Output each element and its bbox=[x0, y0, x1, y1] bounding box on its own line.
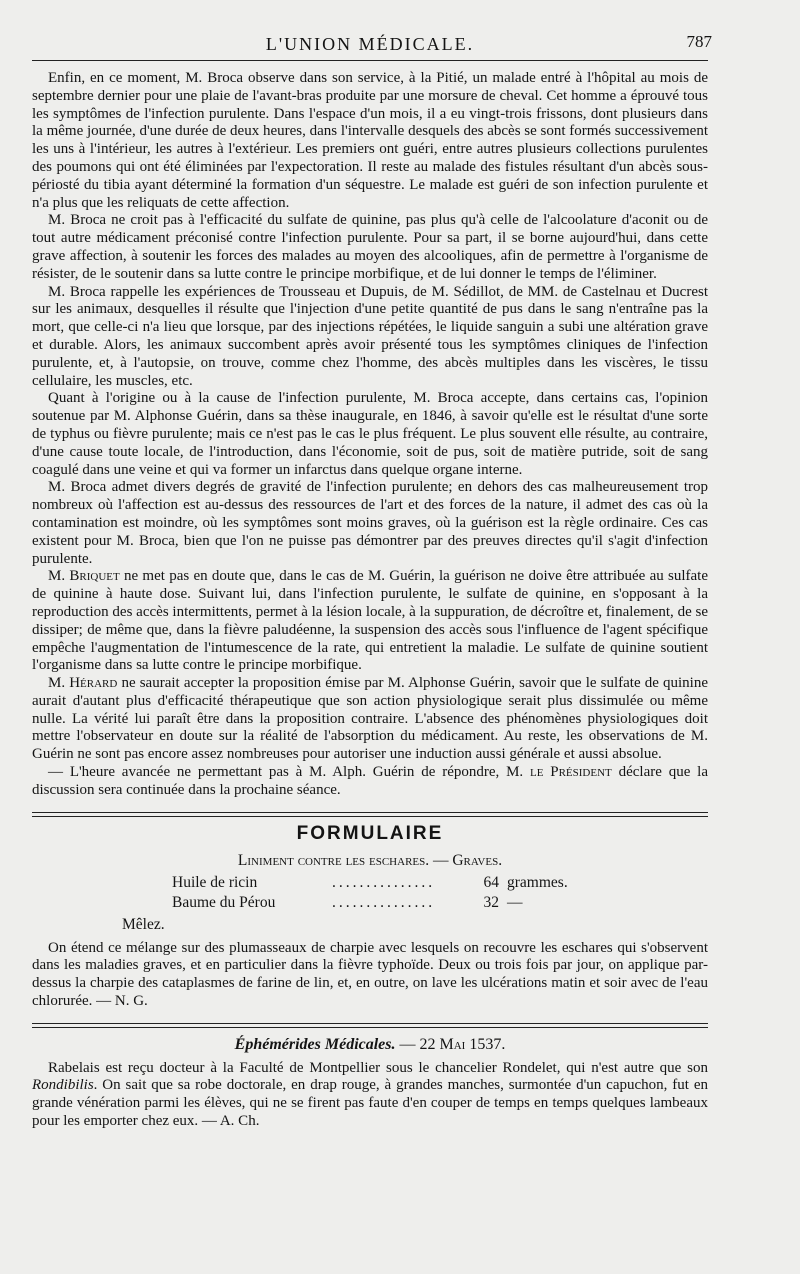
ephemerides-text-after: . On sait que sa robe doctorale, en drap rouge, à grandes manches, surmontée d'un capuchon, fut en grande vénération parmi les élèves, qui ne se firent pas faute d'en couper de temps en temps quelques lambeaux pour les emporter chez eux. — A. Ch. bbox=[32, 1077, 708, 1130]
paragraph-briquet bbox=[32, 568, 708, 675]
mix-instruction: Mêlez. bbox=[122, 915, 165, 933]
ingredient-quantity: 64 bbox=[483, 874, 499, 892]
section-divider bbox=[32, 1023, 708, 1028]
recipe-instructions: On étend ce mélange sur des plumasseaux de charpie avec lesquels on recouvre les eschares qui s'observent dans les maladies graves, et en particulier dans la fièvre typhoïde. Deux ou trois fois par jour, on applique par-dessus la charpie des cataplasmes de farine de lin, et, en outre, on lave les ulcérations matin et soir avec de l'eau chlorurée. — N. G. bbox=[32, 939, 708, 1010]
ingredient-unit: — bbox=[507, 894, 523, 912]
ingredient-quantity: 32 bbox=[483, 894, 499, 912]
closing-text-before: — L'heure avancée ne permettant pas à M. Alph. Guérin de répondre, M. bbox=[48, 764, 530, 781]
ingredient-row bbox=[32, 894, 708, 912]
paragraph-herard bbox=[32, 675, 708, 764]
ingredient-unit: grammes. bbox=[507, 874, 568, 892]
paragraph-experiments: M. Broca rappelle les expériences de Trousseau et Dupuis, de M. Sédillot, de MM. de Castelnau et Ducrest sur les animaux, desquelles il résulte que l'injection d'une petite quantité de pus dans le sang n'entraîne pas la mort, que celle-ci n'a lieu que lorsque, par des injections répétées, le liquide sanguin a subi une altération grave et durable. Alors, les animaux succombent après avoir présenté tous les symptômes cliniques de l'infection purulente, et, à l'autopsie, on trouve, comme chez l'homme, des abcès multiples dans les viscères, le tissu cellulaire, les muscles, etc. bbox=[32, 283, 708, 389]
paragraph-origin: Quant à l'origine ou à la cause de l'infection purulente, M. Broca accepte, dans certains cas, l'opinion soutenue par M. Alphonse Guérin, dans sa thèse inaugurale, en 1846, à savoir qu'elle est le résultat d'une sorte de typhus ou fièvre purulente; mais ce n'est pas le cas le plus fréquent. Le plus souvent elle résulte, au contraire, d'une cause toute locale, de l'introduction, dans l'économie, soit de pus, soit de matière putride, soit de sang coagulé dans une veine et qui va former un infarctus dans quelque organe interne. bbox=[32, 390, 708, 478]
paragraph-degrees: M. Broca admet divers degrés de gravité de l'infection purulente; en dehors des cas malheureusement trop nombreux où l'affection est au-dessus des ressources de l'art et des forces de la nature, il admet des cas où la contamination est moindre, où les symptômes sont moins graves, où la guérison est la règle ordinaire. Ces cas existent pour M. Broca, bien que l'on ne puisse pas démontrer par des preuves directes qu'il s'agit d'infection purulente. bbox=[32, 479, 708, 567]
speaker-briquet: M. Briquet bbox=[48, 568, 120, 585]
ephemerides-italic: Rondibilis bbox=[32, 1077, 94, 1094]
ephemerides-heading bbox=[32, 1036, 708, 1054]
closing-text-after: déclare que la discussion sera continuée dans la prochaine séance. bbox=[32, 764, 708, 798]
article-body bbox=[32, 70, 708, 1131]
formulaire-heading: FORMULAIRE bbox=[296, 822, 444, 844]
ephemerides-text-before: Rabelais est reçu docteur à la Faculté de Montpellier sous le chancelier Rondelet, qui n'est autre que son bbox=[48, 1059, 708, 1076]
page-header bbox=[32, 30, 712, 61]
paragraph-closing bbox=[32, 764, 708, 800]
speaker-herard: M. Hérard bbox=[48, 675, 118, 692]
paragraph-quinine: M. Broca ne croit pas à l'efficacité du sulfate de quinine, pas plus qu'à celle de l'alcoolature d'aconit ou de tout autre médicament préconisé contre l'infection purulente. Pour sa part, il se borne aujourd'hui, dans cette grave affection, à soutenir les forces des malades au moyen des alcooliques, afin de permettre à l'organisme de résister, de le soutenir dans sa lutte contre le principe morbifique, et de lui donner le temps de l'éliminer. bbox=[32, 212, 708, 282]
recipe-title: Liniment contre les eschares. — Graves. bbox=[237, 852, 503, 870]
ephemerides-text bbox=[32, 1060, 708, 1131]
briquet-text: ne met pas en doute que, dans le cas de M. Guérin, la guérison ne doive être attribuée au sulfate de quinine à haute dose. Suivant lui, dans l'infection purulente, le sulfate de quinine, en s'opposant à la reproduction des accès intermittents, permet à la lésion locale, à la suppuration, de décroître et, finalement, de se dissiper; de même que, dans la fièvre paludéenne, la suspension des accès sous l'influence de l'agent spécifique empêche l'augmentation de l'intumescence de la rate, qui entretient la maladie. Le sulfate de quinine soutient l'organisme dans sa lutte contre le principe morbifique. bbox=[32, 568, 708, 674]
ingredient-row bbox=[32, 874, 708, 892]
leader-dots: ............... bbox=[332, 894, 436, 912]
ephemerides-title: Éphémérides Médicales. bbox=[234, 1035, 396, 1053]
section-divider bbox=[32, 812, 708, 817]
ephemerides-date: — 22 Mai 1537. bbox=[395, 1035, 506, 1053]
president-label: le Président bbox=[530, 764, 612, 781]
paragraph-patient-case: Enfin, en ce moment, M. Broca observe dans son service, à la Pitié, un malade entré à l'hôpital au mois de septembre dernier pour une plaie de l'avant-bras produite par une morsure de cheval. Cet homme a éprouvé tous les symptômes de l'infection purulente. Dans l'espace d'un mois, il a eu vingt-trois frissons, dont plusieurs dans la même journée, d'une durée de deux heures, dans l'intervalle desquels des abcès se sont formés successivement les uns à l'intérieur, les autres à l'extérieur. Les premiers ont guéri, entre autres plusieurs collections purulentes des poumons qui ont été éliminées par l'expectoration. Il reste au malade des fistules résultant d'un abcès sous-périosté du tibia ayant déterminé la formation d'un séquestre. Le malade est guéri de son infection purulente et n'a plus que les reliquats de cette affection. bbox=[32, 70, 709, 211]
herard-text: ne saurait accepter la proposition émise par M. Alphonse Guérin, savoir que le sulfate de quinine aurait d'autant plus d'efficacité thérapeutique que son action physiologique serait plus dissimulée ou même nulle. La vérité lui paraît être dans la proposition contraire. L'absence des phénomènes physiologiques doit mettre l'observateur en doute sur la réalité de l'absorption du médicament. Au reste, les observations de M. Guérin ne sont pas encore assez nombreuses pour autoriser une induction aussi générale et aussi absolue. bbox=[32, 675, 709, 763]
running-title: L'UNION MÉDICALE. bbox=[265, 34, 475, 54]
ingredient-name: Baume du Pérou bbox=[172, 894, 276, 912]
ingredient-name: Huile de ricin bbox=[172, 874, 258, 892]
page-number: 787 bbox=[686, 32, 712, 51]
leader-dots: ............... bbox=[332, 874, 436, 892]
